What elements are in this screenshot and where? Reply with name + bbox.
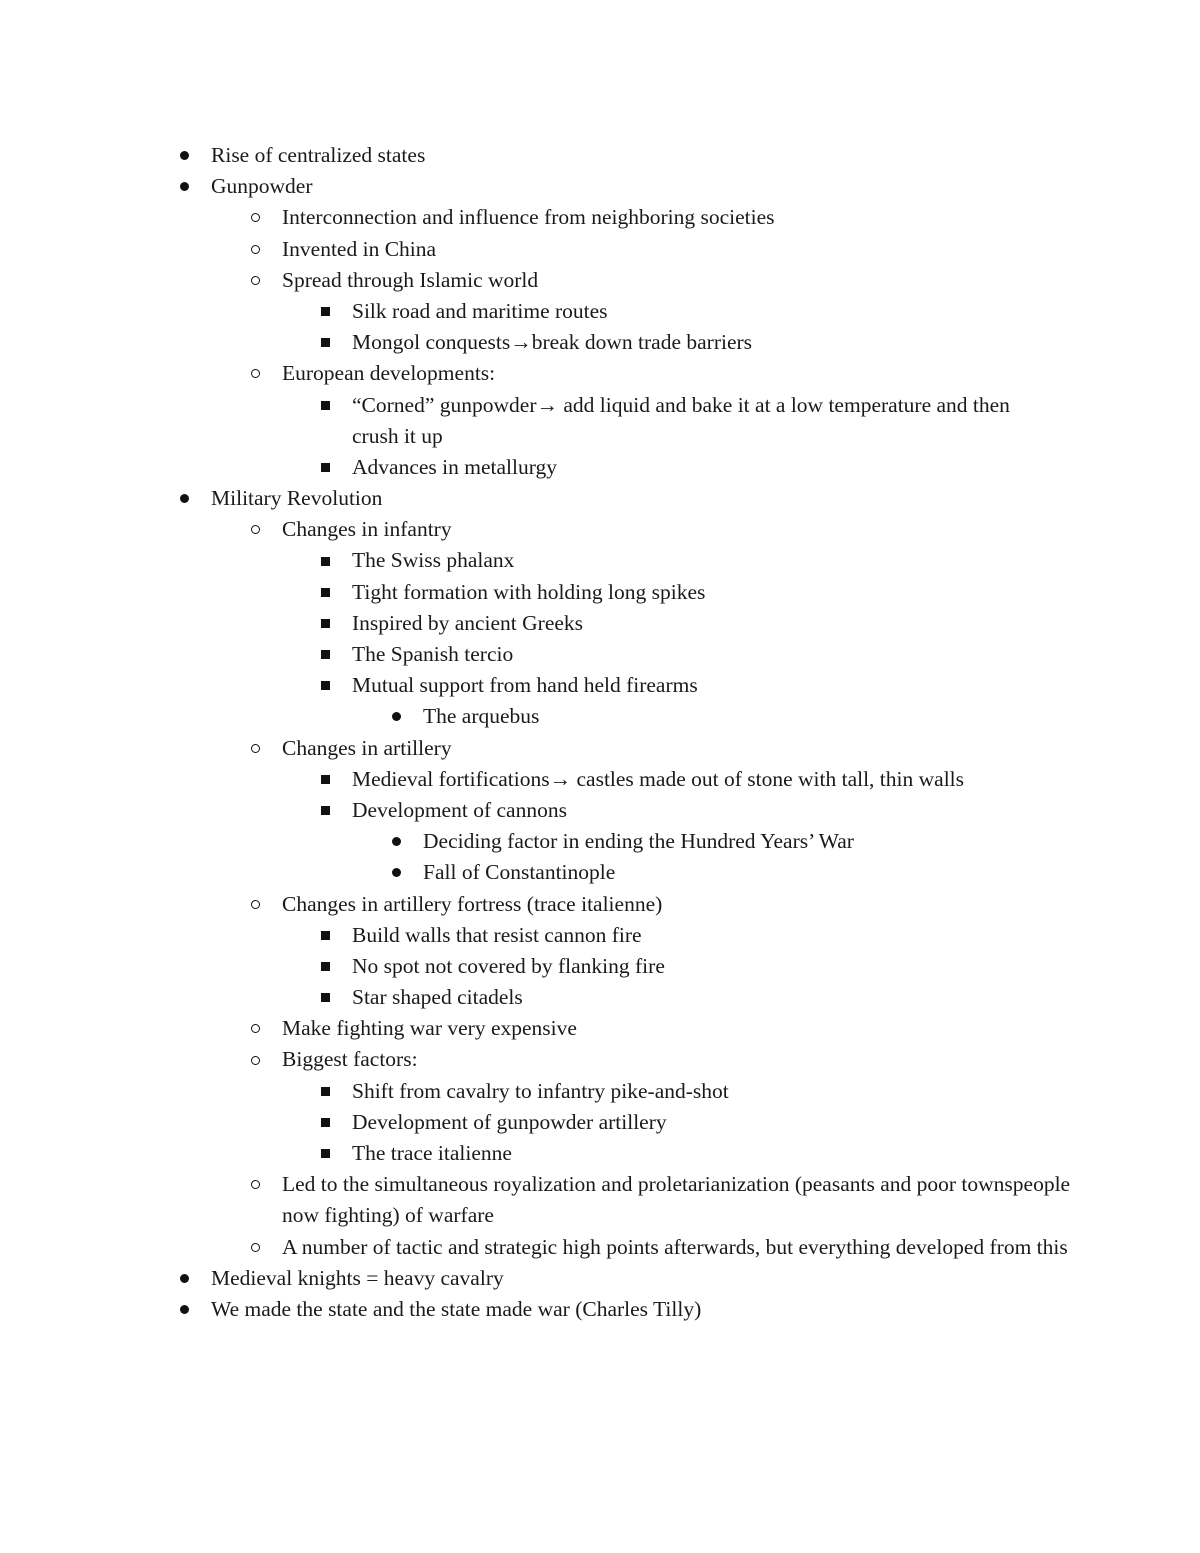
square-bullet-icon — [315, 670, 335, 701]
dot-bullet-icon — [174, 483, 194, 514]
list-item-level-3 — [0, 795, 1200, 826]
list-item-level-3 — [0, 545, 1200, 576]
list-item-level-4 — [0, 857, 1200, 888]
list-item-level-4 — [0, 701, 1200, 732]
square-bullet-icon — [315, 764, 335, 795]
list-item-text: Mongol conquests→break down trade barriers — [352, 330, 753, 355]
circle-bullet-icon — [245, 1169, 265, 1200]
list-item-level-3 — [0, 1138, 1200, 1169]
dot-bullet-icon — [386, 701, 406, 732]
list-item-text: European developments: — [282, 361, 496, 386]
list-item-text: Fall of Constantinople — [423, 860, 616, 885]
dot-bullet-icon — [386, 826, 406, 857]
list-item-text: The Spanish tercio — [352, 642, 514, 667]
list-item-text: Shift from cavalry to infantry pike-and-shot — [352, 1078, 729, 1103]
list-item-text: Mutual support from hand held firearms — [352, 673, 698, 698]
list-item-text: Development of cannons — [352, 797, 567, 822]
list-item-text: The Swiss phalanx — [352, 548, 515, 573]
list-item-level-2 — [0, 1169, 1200, 1231]
list-item-level-3 — [0, 608, 1200, 639]
list-item-text: Invented in China — [282, 236, 437, 261]
list-item-level-3 — [0, 296, 1200, 327]
list-item-text: Medieval fortifications→ castles made out of stone with tall, thin walls — [352, 766, 965, 791]
list-item-level-1 — [0, 1294, 1200, 1325]
list-item-level-3 — [0, 639, 1200, 670]
square-bullet-icon — [315, 920, 335, 951]
list-item-level-3 — [0, 452, 1200, 483]
list-item-level-3 — [0, 670, 1200, 701]
list-item-level-2 — [0, 265, 1200, 296]
list-item-text: Led to the simultaneous royalization and proletarianization (peasants and poor townspeople now fighting) of warfare — [282, 1172, 1071, 1228]
list-item-text: Rise of centralized states — [211, 143, 426, 167]
list-item-text: Medieval knights = heavy cavalry — [211, 1265, 504, 1290]
circle-bullet-icon — [245, 1232, 265, 1263]
square-bullet-icon — [315, 982, 335, 1013]
list-item-text: Deciding factor in ending the Hundred Years’ War — [423, 829, 854, 854]
list-item-text: Spread through Islamic world — [282, 267, 539, 292]
circle-bullet-icon — [245, 358, 265, 389]
square-bullet-icon — [315, 452, 335, 483]
circle-bullet-icon — [245, 514, 265, 545]
list-item-level-3 — [0, 390, 1200, 452]
bullet-list — [0, 140, 1200, 1325]
square-bullet-icon — [315, 296, 335, 327]
list-item-text: Silk road and maritime routes — [352, 298, 608, 323]
square-bullet-icon — [315, 1138, 335, 1169]
list-item-text: Biggest factors: — [282, 1047, 418, 1072]
list-item-text: Changes in infantry — [282, 517, 452, 542]
list-item-level-3 — [0, 764, 1200, 795]
list-item-text: Development of gunpowder artillery — [352, 1109, 667, 1134]
list-item-text: We made the state and the state made war (Charles Tilly) — [211, 1297, 702, 1322]
list-item-level-3 — [0, 327, 1200, 358]
list-item-level-2 — [0, 1013, 1200, 1044]
square-bullet-icon — [315, 577, 335, 608]
list-item-level-2 — [0, 234, 1200, 265]
list-item-level-1 — [0, 483, 1200, 514]
list-item-level-1 — [0, 171, 1200, 202]
circle-bullet-icon — [245, 889, 265, 920]
list-item-text: Changes in artillery — [282, 735, 452, 760]
square-bullet-icon — [315, 1076, 335, 1107]
list-item-text: Military Revolution — [211, 486, 383, 511]
square-bullet-icon — [315, 1107, 335, 1138]
circle-bullet-icon — [245, 202, 265, 233]
circle-bullet-icon — [245, 234, 265, 265]
dot-bullet-icon — [174, 171, 194, 202]
list-item-level-1 — [0, 140, 1200, 171]
square-bullet-icon — [315, 327, 335, 358]
list-item-text: No spot not covered by flanking fire — [352, 953, 665, 978]
list-item-text: Interconnection and influence from neighboring societies — [282, 205, 775, 230]
square-bullet-icon — [315, 390, 335, 421]
list-item-text: Build walls that resist cannon fire — [352, 922, 642, 947]
list-item-level-2 — [0, 202, 1200, 233]
list-item-level-3 — [0, 951, 1200, 982]
square-bullet-icon — [315, 795, 335, 826]
list-item-level-2 — [0, 1232, 1200, 1263]
list-item-level-1 — [0, 1263, 1200, 1294]
dot-bullet-icon — [174, 140, 194, 171]
list-item-text: A number of tactic and strategic high points afterwards, but everything developed from this — [282, 1234, 1068, 1259]
list-item-level-3 — [0, 1076, 1200, 1107]
list-item-text: Inspired by ancient Greeks — [352, 610, 584, 635]
list-item-text: The arquebus — [423, 704, 540, 729]
list-item-text: Make fighting war very expensive — [282, 1016, 577, 1041]
list-item-level-2 — [0, 1044, 1200, 1075]
list-item-text: Tight formation with holding long spikes — [352, 579, 706, 604]
circle-bullet-icon — [245, 265, 265, 296]
circle-bullet-icon — [245, 1044, 265, 1075]
square-bullet-icon — [315, 608, 335, 639]
list-item-level-3 — [0, 1107, 1200, 1138]
circle-bullet-icon — [245, 1013, 265, 1044]
dot-bullet-icon — [174, 1294, 194, 1325]
list-item-level-3 — [0, 577, 1200, 608]
list-item-level-2 — [0, 889, 1200, 920]
list-item-text: “Corned” gunpowder→ add liquid and bake it at a low temperature and then crush it up — [352, 392, 1010, 448]
square-bullet-icon — [315, 639, 335, 670]
list-item-text: The trace italienne — [352, 1141, 512, 1166]
list-item-text: Gunpowder — [211, 174, 313, 199]
circle-bullet-icon — [245, 733, 265, 764]
list-item-level-2 — [0, 514, 1200, 545]
list-item-level-2 — [0, 358, 1200, 389]
dot-bullet-icon — [386, 857, 406, 888]
list-item-level-2 — [0, 733, 1200, 764]
list-item-level-4 — [0, 826, 1200, 857]
list-item-text: Advances in metallurgy — [352, 454, 557, 479]
list-item-level-3 — [0, 982, 1200, 1013]
square-bullet-icon — [315, 545, 335, 576]
list-item-text: Star shaped citadels — [352, 985, 523, 1010]
list-item-text: Changes in artillery fortress (trace italienne) — [282, 891, 663, 916]
dot-bullet-icon — [174, 1263, 194, 1294]
square-bullet-icon — [315, 951, 335, 982]
list-item-level-3 — [0, 920, 1200, 951]
